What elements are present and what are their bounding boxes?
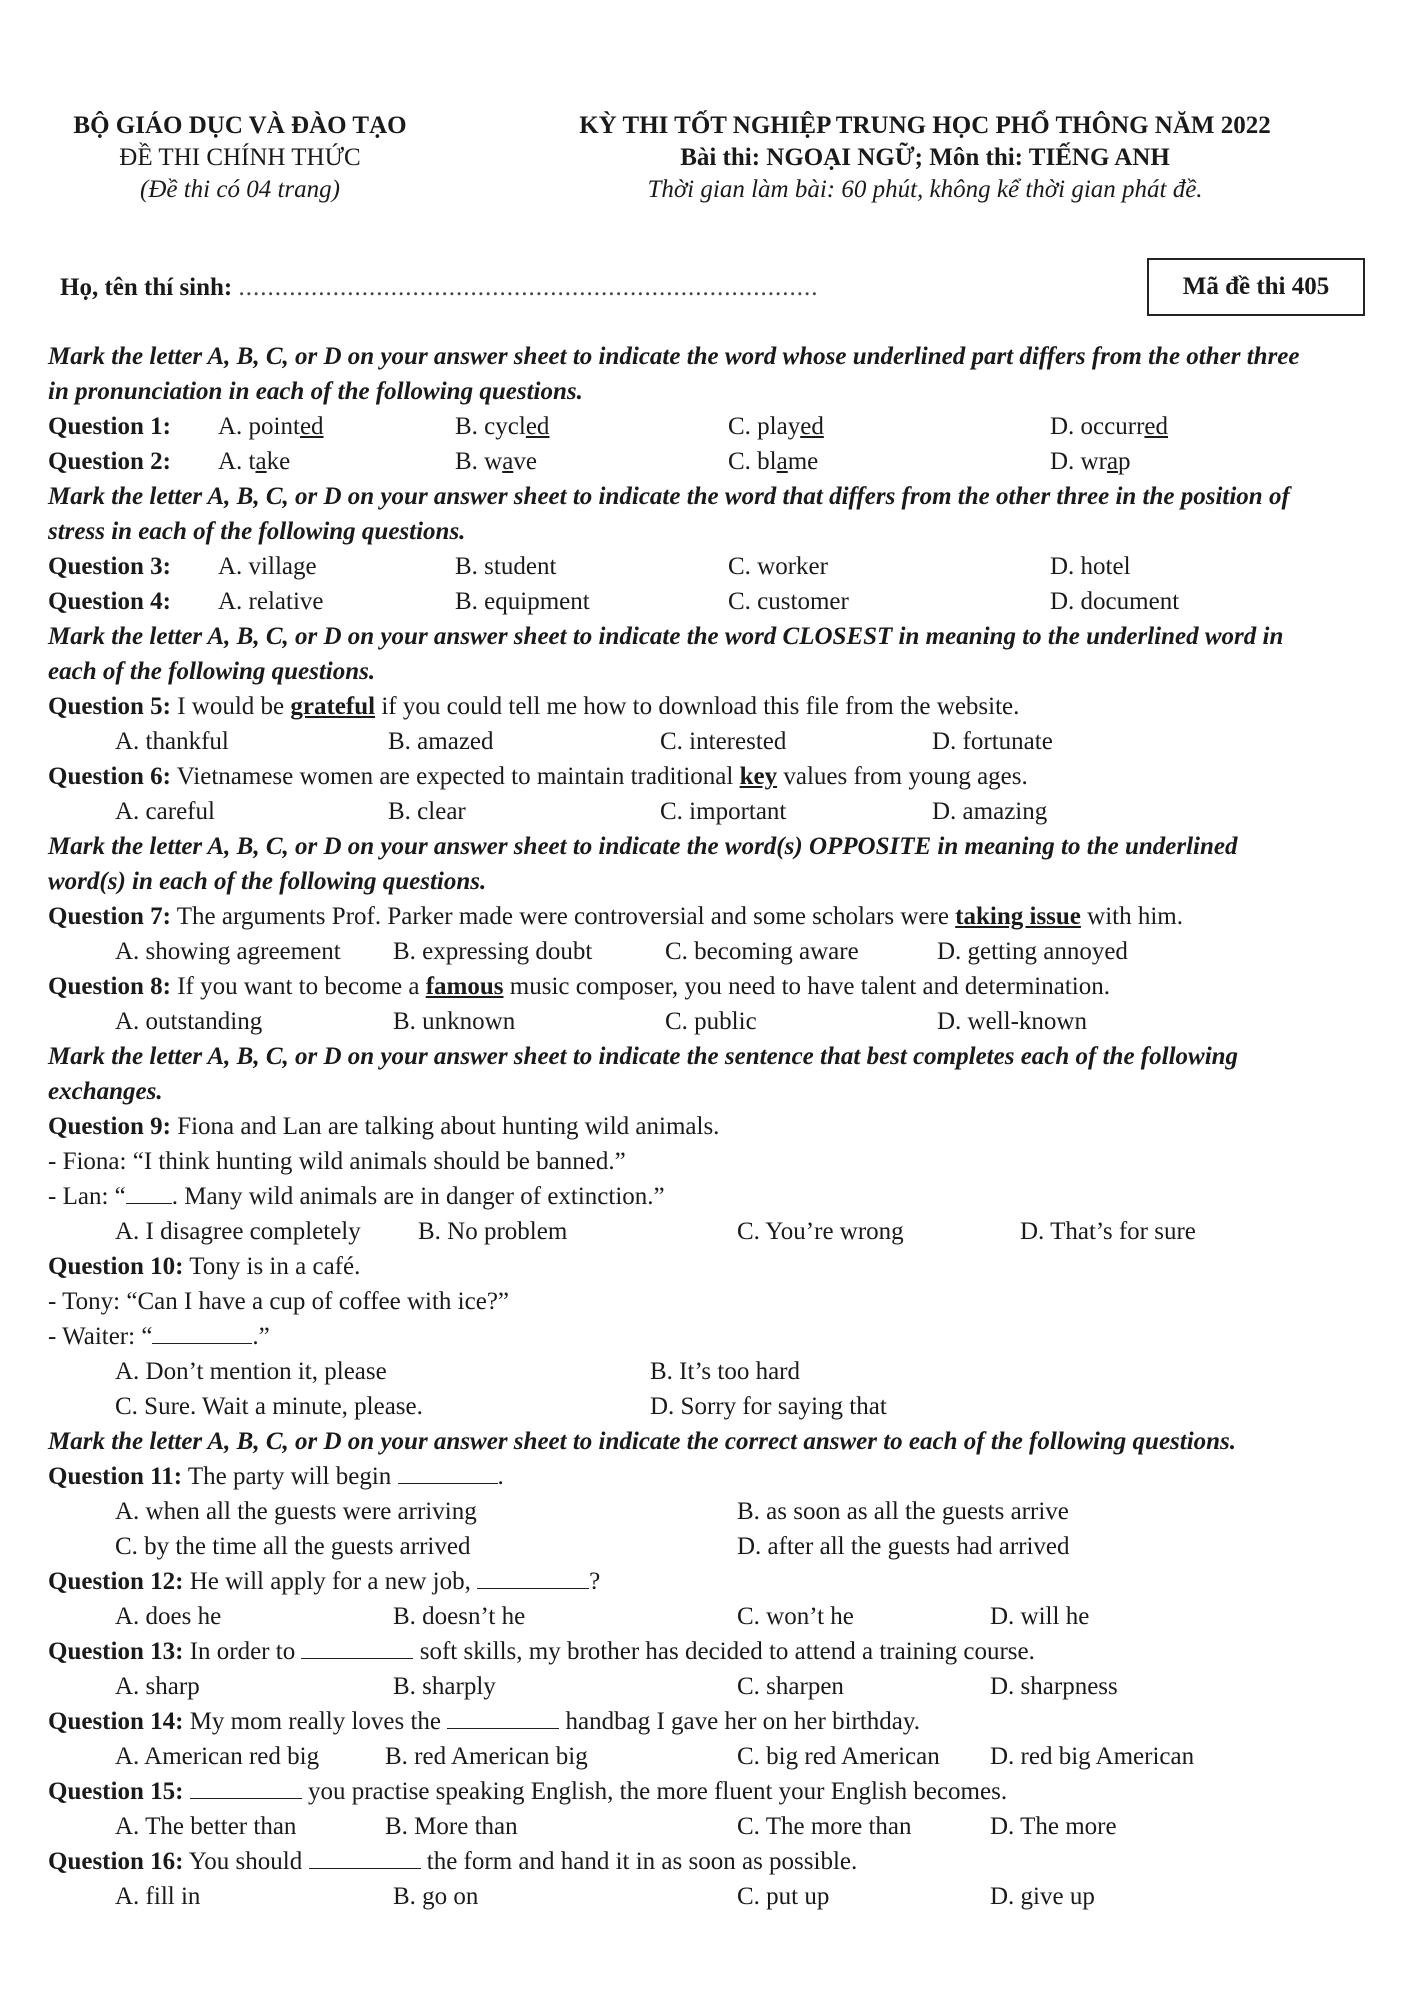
q1-option-b[interactable]: B. cycled bbox=[455, 413, 550, 440]
q8-option-c[interactable]: C. public bbox=[665, 1008, 757, 1035]
q11-option-c[interactable]: C. by the time all the guests arrived bbox=[115, 1533, 471, 1560]
q5-option-c[interactable]: C. interested bbox=[660, 728, 787, 755]
q15-option-c[interactable]: C. The more than bbox=[737, 1813, 912, 1840]
q6-option-d[interactable]: D. amazing bbox=[932, 798, 1048, 825]
q13-option-a[interactable]: A. sharp bbox=[115, 1673, 200, 1700]
q1-option-d[interactable]: D. occurred bbox=[1050, 413, 1169, 440]
instruction-exchange-2: exchanges. bbox=[48, 1078, 163, 1105]
q13-option-b[interactable]: B. sharply bbox=[393, 1673, 496, 1700]
q8-option-b[interactable]: B. unknown bbox=[393, 1008, 516, 1035]
q16-option-b[interactable]: B. go on bbox=[393, 1883, 479, 1910]
question-8-stem: Question 8: If you want to become a famous music composer, you need to have talent and determination. bbox=[48, 973, 1110, 1000]
question-2-label: Question 2: bbox=[48, 448, 171, 475]
question-9-stem: Question 9: Fiona and Lan are talking about hunting wild animals. bbox=[48, 1113, 720, 1140]
q5-option-a[interactable]: A. thankful bbox=[115, 728, 229, 755]
q5-option-b[interactable]: B. amazed bbox=[388, 728, 494, 755]
header-right bbox=[515, 110, 1335, 206]
q11-blank bbox=[398, 1461, 498, 1484]
q6-option-b[interactable]: B. clear bbox=[388, 798, 466, 825]
q4-option-d[interactable]: D. document bbox=[1050, 588, 1180, 615]
q14-blank bbox=[447, 1706, 559, 1729]
question-4-label: Question 4: bbox=[48, 588, 171, 615]
q12-blank bbox=[477, 1566, 589, 1589]
q2-option-a[interactable]: A. take bbox=[218, 448, 291, 475]
q12-option-a[interactable]: A. does he bbox=[115, 1603, 222, 1630]
q3-option-d[interactable]: D. hotel bbox=[1050, 553, 1131, 580]
q9-option-b[interactable]: B. No problem bbox=[418, 1218, 568, 1245]
official-label: ĐỀ THI CHÍNH THỨC bbox=[119, 144, 361, 171]
q12-option-d[interactable]: D. will he bbox=[990, 1603, 1090, 1630]
question-13-stem: Question 13: In order to soft skills, my brother has decided to attend a training course. bbox=[48, 1638, 1035, 1665]
question-1-label: Question 1: bbox=[48, 413, 171, 440]
q13-option-c[interactable]: C. sharpen bbox=[737, 1673, 844, 1700]
instruction-stress-1: Mark the letter A, B, C, or D on your answer sheet to indicate the word that differs from the other three in the position of bbox=[48, 483, 1290, 510]
q16-blank bbox=[309, 1846, 421, 1869]
q8-option-d[interactable]: D. well-known bbox=[937, 1008, 1087, 1035]
q7-option-c[interactable]: C. becoming aware bbox=[665, 938, 859, 965]
question-3-label: Question 3: bbox=[48, 553, 171, 580]
candidate-name-field[interactable]: ................................................................................ bbox=[238, 274, 819, 301]
q2-option-c[interactable]: C. blame bbox=[728, 448, 819, 475]
q2-option-b[interactable]: B. wave bbox=[455, 448, 537, 475]
q13-option-d[interactable]: D. sharpness bbox=[990, 1673, 1118, 1700]
q15-option-a[interactable]: A. The better than bbox=[115, 1813, 297, 1840]
instruction-pronunciation-2: in pronunciation in each of the following questions. bbox=[48, 378, 583, 405]
instruction-pronunciation-1: Mark the letter A, B, C, or D on your answer sheet to indicate the word whose underlined part differs from the other three bbox=[48, 343, 1300, 370]
candidate-label: Họ, tên thí sinh: bbox=[60, 274, 233, 301]
q15-option-b[interactable]: B. More than bbox=[385, 1813, 518, 1840]
question-7-stem: Question 7: The arguments Prof. Parker made were controversial and some scholars were taking issue with him. bbox=[48, 903, 1183, 930]
candidate-name-line bbox=[60, 274, 819, 302]
q9-dialogue-line-1: - Fiona: “I think hunting wild animals should be banned.” bbox=[48, 1148, 626, 1175]
instruction-closest-2: each of the following questions. bbox=[48, 658, 376, 685]
q9-option-c[interactable]: C. You’re wrong bbox=[737, 1218, 904, 1245]
q16-option-a[interactable]: A. fill in bbox=[115, 1883, 201, 1910]
q4-option-a[interactable]: A. relative bbox=[218, 588, 324, 615]
q9-option-d[interactable]: D. That’s for sure bbox=[1020, 1218, 1196, 1245]
instruction-correct-answer: Mark the letter A, B, C, or D on your answer sheet to indicate the correct answer to each of the following questions. bbox=[48, 1428, 1237, 1455]
q12-option-c[interactable]: C. won’t he bbox=[737, 1603, 854, 1630]
q15-blank bbox=[190, 1776, 302, 1799]
q12-option-b[interactable]: B. doesn’t he bbox=[393, 1603, 526, 1630]
q13-blank bbox=[301, 1636, 413, 1659]
subject-label: Bài thi: NGOẠI NGỮ; Môn thi: TIẾNG ANH bbox=[680, 144, 1170, 171]
q14-option-b[interactable]: B. red American big bbox=[385, 1743, 588, 1770]
q10-option-a[interactable]: A. Don’t mention it, please bbox=[115, 1358, 387, 1385]
q3-option-c[interactable]: C. worker bbox=[728, 553, 828, 580]
question-6-stem: Question 6: Vietnamese women are expected to maintain traditional key values from young ages. bbox=[48, 763, 1028, 790]
question-16-stem: Question 16: You should the form and hand it in as soon as possible. bbox=[48, 1848, 858, 1875]
q2-option-d[interactable]: D. wrap bbox=[1050, 448, 1131, 475]
q1-option-c[interactable]: C. played bbox=[728, 413, 824, 440]
exam-code-box: Mã đề thi 405 bbox=[1147, 258, 1365, 316]
q5-option-d[interactable]: D. fortunate bbox=[932, 728, 1053, 755]
q9-blank bbox=[126, 1181, 172, 1204]
question-5-stem: Question 5: I would be grateful if you could tell me how to download this file from the website. bbox=[48, 693, 1020, 720]
question-11-stem: Question 11: The party will begin . bbox=[48, 1463, 504, 1490]
instruction-closest-1: Mark the letter A, B, C, or D on your answer sheet to indicate the word CLOSEST in meaning to the underlined word in bbox=[48, 623, 1284, 650]
q10-blank bbox=[152, 1321, 252, 1344]
q11-option-a[interactable]: A. when all the guests were arriving bbox=[115, 1498, 477, 1525]
instruction-exchange-1: Mark the letter A, B, C, or D on your answer sheet to indicate the sentence that best completes each of the following bbox=[48, 1043, 1239, 1070]
q14-option-d[interactable]: D. red big American bbox=[990, 1743, 1195, 1770]
question-15-stem: Question 15: you practise speaking English, the more fluent your English becomes. bbox=[48, 1778, 1008, 1805]
q4-option-b[interactable]: B. equipment bbox=[455, 588, 590, 615]
q8-option-a[interactable]: A. outstanding bbox=[115, 1008, 263, 1035]
q3-option-b[interactable]: B. student bbox=[455, 553, 557, 580]
q11-option-b[interactable]: B. as soon as all the guests arrive bbox=[737, 1498, 1069, 1525]
q14-option-c[interactable]: C. big red American bbox=[737, 1743, 940, 1770]
q6-option-a[interactable]: A. careful bbox=[115, 798, 215, 825]
q9-option-a[interactable]: A. I disagree completely bbox=[115, 1218, 361, 1245]
question-14-stem: Question 14: My mom really loves the handbag I gave her on her birthday. bbox=[48, 1708, 921, 1735]
q15-option-d[interactable]: D. The more bbox=[990, 1813, 1117, 1840]
q10-dialogue-line-1: - Tony: “Can I have a cup of coffee with ice?” bbox=[48, 1288, 510, 1315]
q7-option-a[interactable]: A. showing agreement bbox=[115, 938, 341, 965]
header-left bbox=[55, 110, 425, 206]
q3-option-a[interactable]: A. village bbox=[218, 553, 317, 580]
instruction-opposite-2: word(s) in each of the following questions. bbox=[48, 868, 487, 895]
q1-option-a[interactable]: A. pointed bbox=[218, 413, 324, 440]
q9-dialogue-line-2: - Lan: “ . Many wild animals are in danger of extinction.” bbox=[48, 1183, 665, 1210]
q16-option-d[interactable]: D. give up bbox=[990, 1883, 1095, 1910]
pages-note: (Đề thi có 04 trang) bbox=[140, 176, 340, 203]
q10-option-b[interactable]: B. It’s too hard bbox=[650, 1358, 800, 1385]
ministry-name: BỘ GIÁO DỤC VÀ ĐÀO TẠO bbox=[73, 112, 407, 139]
q10-dialogue-line-2: - Waiter: “ .” bbox=[48, 1323, 270, 1350]
instruction-stress-2: stress in each of the following questions. bbox=[48, 518, 466, 545]
q10-option-c[interactable]: C. Sure. Wait a minute, please. bbox=[115, 1393, 423, 1420]
instruction-opposite-1: Mark the letter A, B, C, or D on your answer sheet to indicate the word(s) OPPOSITE in meaning to the underlined bbox=[48, 833, 1238, 860]
question-10-stem: Question 10: Tony is in a café. bbox=[48, 1253, 361, 1280]
q16-option-c[interactable]: C. put up bbox=[737, 1883, 830, 1910]
q4-option-c[interactable]: C. customer bbox=[728, 588, 849, 615]
q14-option-a[interactable]: A. American red big bbox=[115, 1743, 320, 1770]
exam-title: KỲ THI TỐT NGHIỆP TRUNG HỌC PHỔ THÔNG NĂM 2022 bbox=[579, 112, 1271, 139]
question-12-stem: Question 12: He will apply for a new job, ? bbox=[48, 1568, 601, 1595]
time-note: Thời gian làm bài: 60 phút, không kể thời gian phát đề. bbox=[647, 176, 1203, 203]
q7-option-b[interactable]: B. expressing doubt bbox=[393, 938, 593, 965]
q10-option-d[interactable]: D. Sorry for saying that bbox=[650, 1393, 887, 1420]
q7-option-d[interactable]: D. getting annoyed bbox=[937, 938, 1128, 965]
q11-option-d[interactable]: D. after all the guests had arrived bbox=[737, 1533, 1070, 1560]
q6-option-c[interactable]: C. important bbox=[660, 798, 787, 825]
